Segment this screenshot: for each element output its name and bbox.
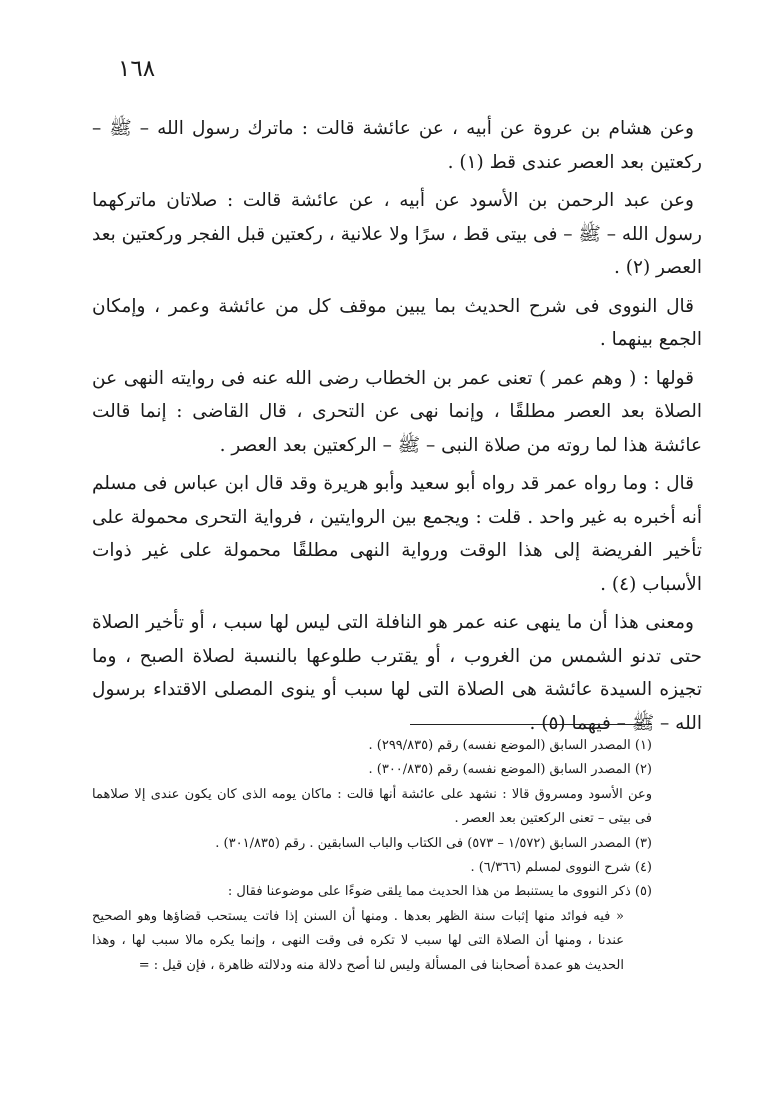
paragraph-reconciliation: قال : وما رواه عمر قد رواه أبو سعيد وأبو هريرة وقد قال ابن عباس فى مسلم أنه أخبره به غير واحد . قلت : ويجمع بين الروايتين ، فرواية التحرى محمولة على تأخير الفريضة إلى هذا الوقت ورواية النهى مطلقًا محمولة على غير ذوات الأسباب (٤) . bbox=[92, 473, 702, 595]
footnote-2-continuation: وعن الأسود ومسروق قالا : نشهد على عائشة أنها قالت : ماكان يومه الذى كان يكون عندى إلا صلاهما فى بيتى – تعنى الركعتين بعد العصر . bbox=[92, 786, 652, 827]
footnote-1: (١) المصدر السابق (الموضع نفسه) رقم (٢٩٩/٨٣٥) . bbox=[368, 738, 652, 753]
footnote-3: (٣) المصدر السابق (١/٥٧٢ – ٥٧٣) فى الكتاب والباب السابقين . رقم (٣٠١/٨٣٥) . bbox=[215, 835, 652, 851]
paragraph-abdulrahman-hadith: وعن عبد الرحمن بن الأسود عن أبيه ، عن عائشة قالت : صلاتان ماتركهما رسول الله – ﷺ – فى بيتى قط ، سرًا ولا علانية ، ركعتين قبل الفجر وركعتين بعد العصر (٢) . bbox=[92, 190, 702, 278]
footnote-2: (٢) المصدر السابق (الموضع نفسه) رقم (٣٠٠/٨٣٥) . bbox=[368, 762, 652, 778]
paragraph-umar-interpretation: قولها : ( وهم عمر ) تعنى عمر بن الخطاب رضى الله عنه فى روايته النهى عن الصلاة بعد العصر مطلقًا ، وإنما نهى عن التحرى ، قال القاضى : إنما قالت عائشة هذا لما روته من صلاة النبى – ﷺ – الركعتين بعد العصر . bbox=[92, 367, 702, 456]
paragraph-meaning: ومعنى هذا أن ما ينهى عنه عمر هو النافلة التى ليس لها سبب ، أو تأخير الصلاة حتى تدنو الشمس من الغروب ، أو يقترب طلوعها بالنسبة لصلاة الصبح ، وما تجيزه السيدة عائشة هى الصلاة التى لها سبب أو ينوى المصلى الاقتداء برسول الله – ﷺ – فيهما (٥) . bbox=[92, 612, 702, 734]
footnote-divider bbox=[410, 724, 652, 725]
footnote-4: (٤) شرح النووى لمسلم (٦/٣٦٦) . bbox=[470, 860, 652, 876]
footnotes bbox=[92, 734, 652, 978]
paragraph-nawawi-intro: قال النووى فى شرح الحديث بما يبين موقف كل من عائشة وعمر ، وإمكان الجمع بينهما . bbox=[92, 295, 702, 350]
main-text bbox=[92, 112, 702, 745]
paragraph-hisham-hadith: وعن هشام بن عروة عن أبيه ، عن عائشة قالت : ماترك رسول الله – ﷺ – ركعتين بعد العصر عندى قط (١) . bbox=[92, 118, 702, 173]
footnote-5-quote: « فيه فوائد منها إثبات سنة الظهر بعدها . ومنها أن السنن إذا فاتت يستحب قضاؤها وهو الصحيح عندنا ، ومنها أن الصلاة التى لها سبب لا تكره فى وقت النهى ، وإنما يكره مالا سبب لها ، وهذا الحديث هو عمدة أصحابنا فى المسألة وليس لنا أصح دلالة منه ودلالته ظاهرة ، فإن قيل : = bbox=[92, 908, 624, 973]
page-number: ١٦٨ bbox=[118, 56, 156, 82]
footnote-5: (٥) ذكر النووى ما يستنبط من هذا الحديث مما يلقى ضوءًا على موضوعنا فقال : bbox=[227, 884, 652, 900]
